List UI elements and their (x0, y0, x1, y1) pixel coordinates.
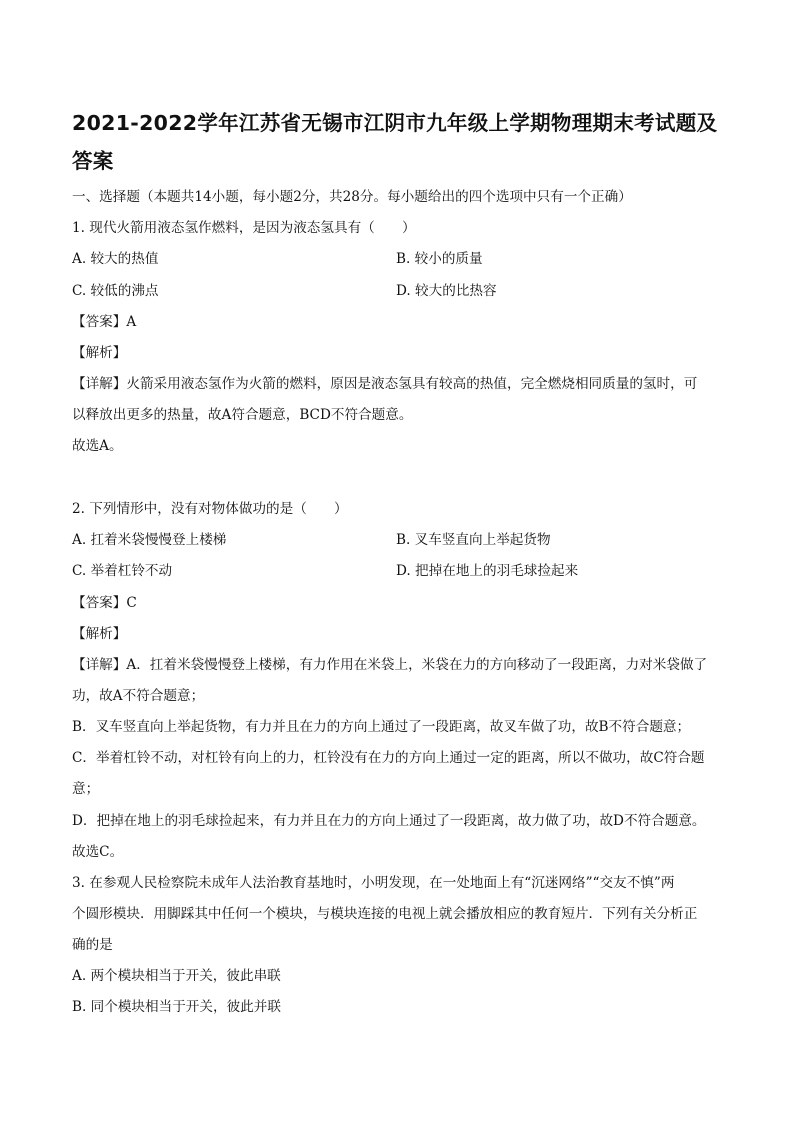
q1-analysis: 【解析】 (72, 345, 127, 361)
q1-detail-line-1: 【详解】火箭采用液态氢作为火箭的燃料，原因是液态氢具有较高的热值，完全燃烧相同质量的氢时，可 (72, 376, 698, 392)
q2-option-a: A. 扛着米袋慢慢登上楼梯 (72, 532, 227, 548)
q2-analysis: 【解析】 (72, 626, 127, 642)
q3-stem-line-2: 个圆形模块．用脚踩其中任何一个模块，与模块连接的电视上就会播放相应的教育短片．下列有关分析正 (72, 906, 698, 922)
q2-detail-line-1: 【详解】A．扛着米袋慢慢登上楼梯，有力作用在米袋上，米袋在力的方向移动了一段距离，力对米袋做了 (72, 657, 708, 673)
q1-answer: 【答案】A (72, 314, 137, 330)
q2-detail-line-5: 意； (72, 781, 100, 797)
q3-option-a: A. 两个模块相当于开关，彼此串联 (72, 968, 281, 984)
q1-conclusion: 故选A。 (72, 438, 123, 454)
q1-detail-line-2: 以释放出更多的热量，故A符合题意，BCD不符合题意。 (72, 407, 413, 423)
q3-stem-line-3: 确的是 (72, 937, 113, 953)
q2-option-c: C. 举着杠铃不动 (72, 563, 173, 579)
q2-stem: 2. 下列情形中，没有对物体做功的是（ ） (72, 501, 348, 517)
q1-option-b: B. 较小的质量 (396, 251, 483, 267)
q1-option-a: A. 较大的热值 (72, 251, 159, 267)
q2-detail-line-3: B．叉车竖直向上举起货物，有力并且在力的方向上通过了一段距离，故叉车做了功，故B不符合题意； (72, 719, 691, 735)
q1-option-c: C. 较低的沸点 (72, 283, 159, 299)
q1-stem: 1. 现代火箭用液态氢作燃料，是因为液态氢具有（ ） (72, 220, 416, 236)
q3-stem-line-1: 3. 在参观人民检察院未成年人法治教育基地时，小明发现，在一处地面上有“沉迷网络”“交友不慎”两 (72, 875, 675, 891)
q2-detail-line-2: 功，故A不符合题意； (72, 688, 205, 704)
q1-option-d: D. 较大的比热容 (396, 283, 497, 299)
q2-option-d: D. 把掉在地上的羽毛球捡起来 (396, 563, 579, 579)
q3-option-b: B. 同个模块相当于开关，彼此并联 (72, 999, 281, 1015)
q2-detail-line-4: C．举着杠铃不动，对杠铃有向上的力，杠铃没有在力的方向上通过一定的距离，所以不做功，故C符合题 (72, 750, 705, 766)
q2-answer: 【答案】C (72, 595, 137, 611)
section-header: 一、选择题（本题共14小题，每小题2分，共28分。每小题给出的四个选项中只有一个正确） (72, 189, 632, 205)
q2-detail-line-6: D．把掉在地上的羽毛球捡起来，有力并且在力的方向上通过了一段距离，故力做了功，故D不符合题意。 (72, 813, 706, 829)
q2-conclusion: 故选C。 (72, 844, 124, 860)
page-title: 2021-2022学年江苏省无锡市江阴市九年级上学期物理期末考试题及答案 (72, 111, 718, 173)
q2-option-b: B. 叉车竖直向上举起货物 (396, 532, 551, 548)
